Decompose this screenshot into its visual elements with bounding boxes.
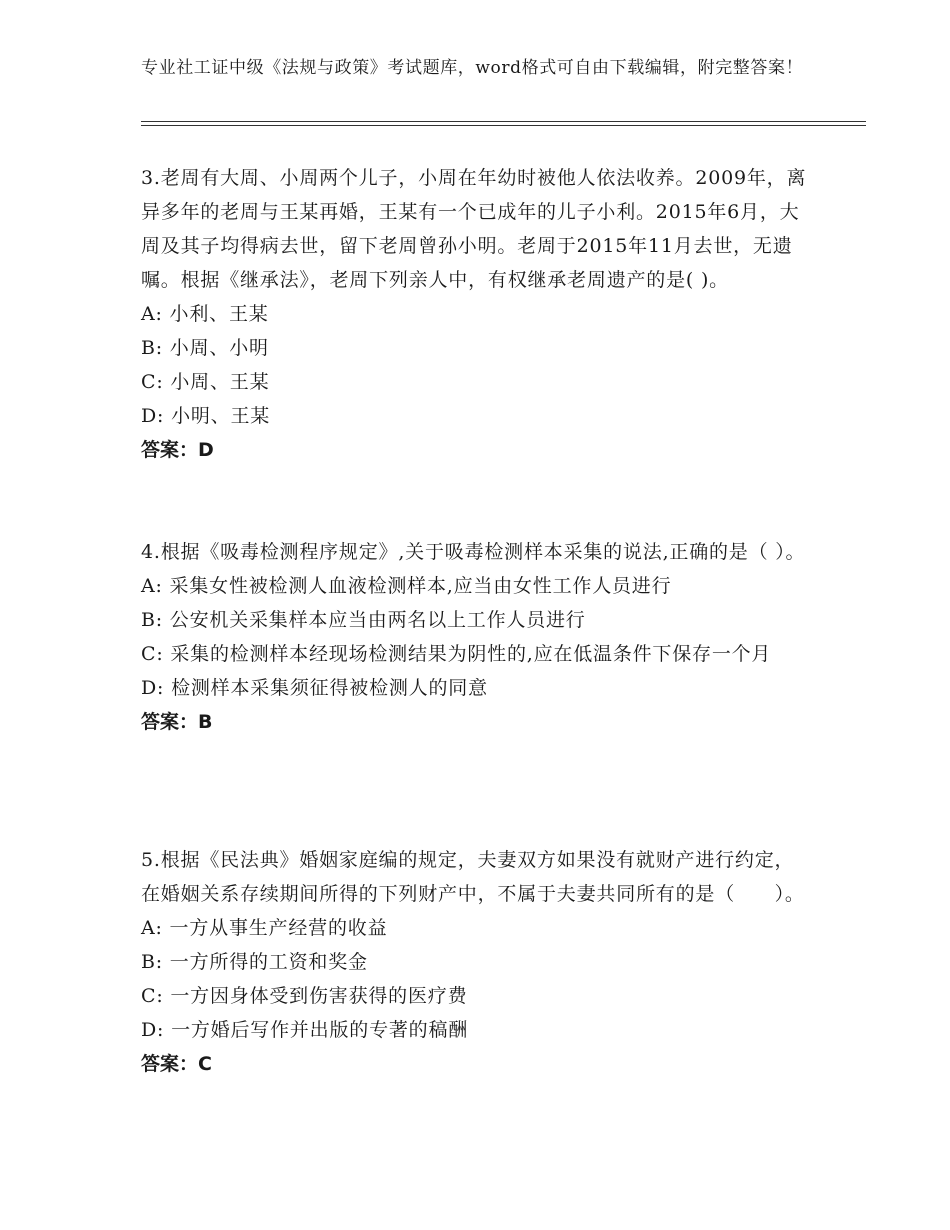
question-5: [141, 843, 811, 1081]
option-c: C: 一方因身体受到伤害获得的医疗费: [141, 985, 468, 1007]
answer-label: 答案：C: [141, 1053, 212, 1075]
answer-label: 答案：D: [141, 439, 214, 461]
question-stem: 4.根据《吸毒检测程序规定》,关于吸毒检测样本采集的说法,正确的是（ ）。: [141, 541, 806, 563]
option-a: A: 采集女性被检测人血液检测样本,应当由女性工作人员进行: [141, 575, 672, 597]
option-d: D: 小明、王某: [141, 405, 271, 427]
option-a: A: 小利、王某: [141, 303, 269, 325]
header-divider-bottom: [141, 125, 866, 126]
document-header: 专业社工证中级《法规与政策》考试题库，word格式可自由下载编辑，附完整答案！: [141, 58, 804, 78]
option-c: C: 小周、王某: [141, 371, 270, 393]
question-3: [141, 161, 811, 467]
option-d: D: 一方婚后写作并出版的专著的稿酬: [141, 1019, 469, 1041]
header-divider-top: [141, 121, 866, 122]
option-d: D: 检测样本采集须征得被检测人的同意: [141, 677, 488, 699]
answer-label: 答案：B: [141, 711, 213, 733]
option-b: B: 公安机关采集样本应当由两名以上工作人员进行: [141, 609, 586, 631]
question-stem: 5.根据《民法典》婚姻家庭编的规定，夫妻双方如果没有就财产进行约定，在婚姻关系存续期间所得的下列财产中，不属于夫妻共同所有的是（ ）。: [141, 849, 805, 905]
option-b: B: 小周、小明: [141, 337, 269, 359]
option-b: B: 一方所得的工资和奖金: [141, 951, 368, 973]
question-stem: 3.老周有大周、小周两个儿子，小周在年幼时被他人依法收养。2009年，离异多年的老周与王某再婚，王某有一个已成年的儿子小利。2015年6月，大周及其子均得病去世，留下老周曾孙小明。老周于2015年11月去世，无遗嘱。根据《继承法》，老周下列亲人中，有权继承老周遗产的是( )。: [141, 167, 807, 291]
option-c: C: 采集的检测样本经现场检测结果为阴性的,应在低温条件下保存一个月: [141, 643, 772, 665]
option-a: A: 一方从事生产经营的收益: [141, 917, 388, 939]
question-4: [141, 535, 811, 739]
